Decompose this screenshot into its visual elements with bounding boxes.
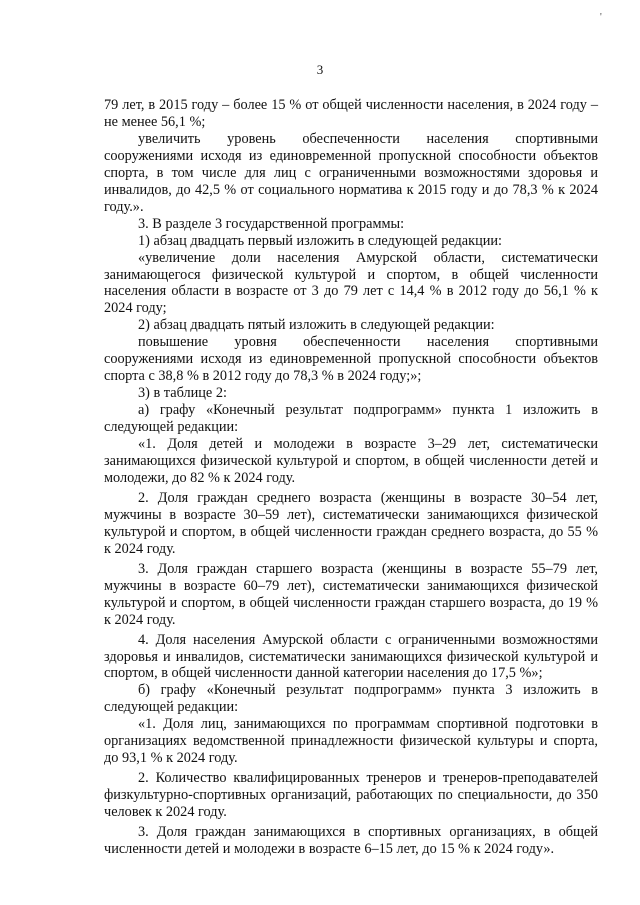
paragraph-16: 3. Доля граждан занимающихся в спортивных организациях, в общей численности детей и молодежи в возрасте 6–15 лет, до 15 % к 2024 году». xyxy=(104,824,598,857)
paragraph-5: 2) абзац двадцать пятый изложить в следующей редакции: xyxy=(138,317,495,334)
paragraph-6: повышение уровня обеспеченности населения спортивными сооружениями исходя из единовременной пропускной способности объектов спорта с 38,8 % в 2012 году до 78,3 % в 2024 году;»; xyxy=(104,334,598,385)
paragraph-3: 1) абзац двадцать первый изложить в следующей редакции: xyxy=(138,232,503,249)
paragraph-7: 3) в таблице 2: xyxy=(138,385,227,402)
paragraph-14: «1. Доля лиц, занимающихся по программам спортивной подготовки в организациях ведомственной принадлежности физической культуры и спорта, до 93,1 % к 2024 году. xyxy=(104,716,598,767)
paragraph-0: 79 лет, в 2015 году – более 15 % от общей численности населения, в 2024 году – не менее 56,1 %; xyxy=(104,97,598,130)
paragraph-13: б) графу «Конечный результат подпрограмм» пункта 3 изложить в следующей редакции: xyxy=(104,682,598,716)
paragraph-12: 4. Доля населения Амурской области с ограниченными возможностями здоровья и инвалидов, систематически занимающихся физической культурой и спортом, в общей численности данной категории населения до 17,5 %»; xyxy=(104,631,598,682)
page-number: 3 xyxy=(316,62,324,77)
paragraph-15: 2. Количество квалифицированных тренеров и тренеров-преподавателей физкультурно-спортивных организаций, работающих по специальности, до 350 человек к 2024 году. xyxy=(104,770,598,821)
paragraph-8: а) графу «Конечный результат подпрограмм» пункта 1 изложить в следующей редакции: xyxy=(104,402,598,436)
paragraph-11: 3. Доля граждан старшего возраста (женщины в возрасте 55–79 лет, мужчины в возрасте 60–79 лет), систематически занимающихся физической культурой и спортом, в общей численности граждан старшего возраста, до 19 % к 2024 году. xyxy=(104,560,598,628)
paragraph-9: «1. Доля детей и молодежи в возрасте 3–29 лет, систематически занимающихся физической культурой и спортом, в общей численности детей и молодежи, до 82 % к 2024 году. xyxy=(104,436,598,486)
corner-mark: ' xyxy=(600,12,602,23)
document-body xyxy=(104,97,598,858)
paragraph-10: 2. Доля граждан среднего возраста (женщины в возрасте 30–54 лет, мужчины в возрасте 30–59 лет), систематически занимающихся физической культурой и спортом, в общей численности граждан среднего возраста, до 55 % к 2024 году. xyxy=(104,489,598,557)
paragraph-2: 3. В разделе 3 государственной программы: xyxy=(138,215,405,232)
paragraph-4: «увеличение доли населения Амурской области, систематически занимающегося физической культурой и спортом, в общей численности населения области в возрасте от 3 до 79 лет с 14,4 % в 2012 году до 56,1 % к 2024 году; xyxy=(104,249,598,317)
paragraph-1: увеличить уровень обеспеченности населения спортивными сооружениями исходя из единовременной пропускной способности объектов спорта, в том числе для лиц с ограниченными возможностями здоровья и инвалидов, до 42,5 % от социального норматива к 2015 году и до 78,3 % к 2024 году.». xyxy=(104,130,598,215)
